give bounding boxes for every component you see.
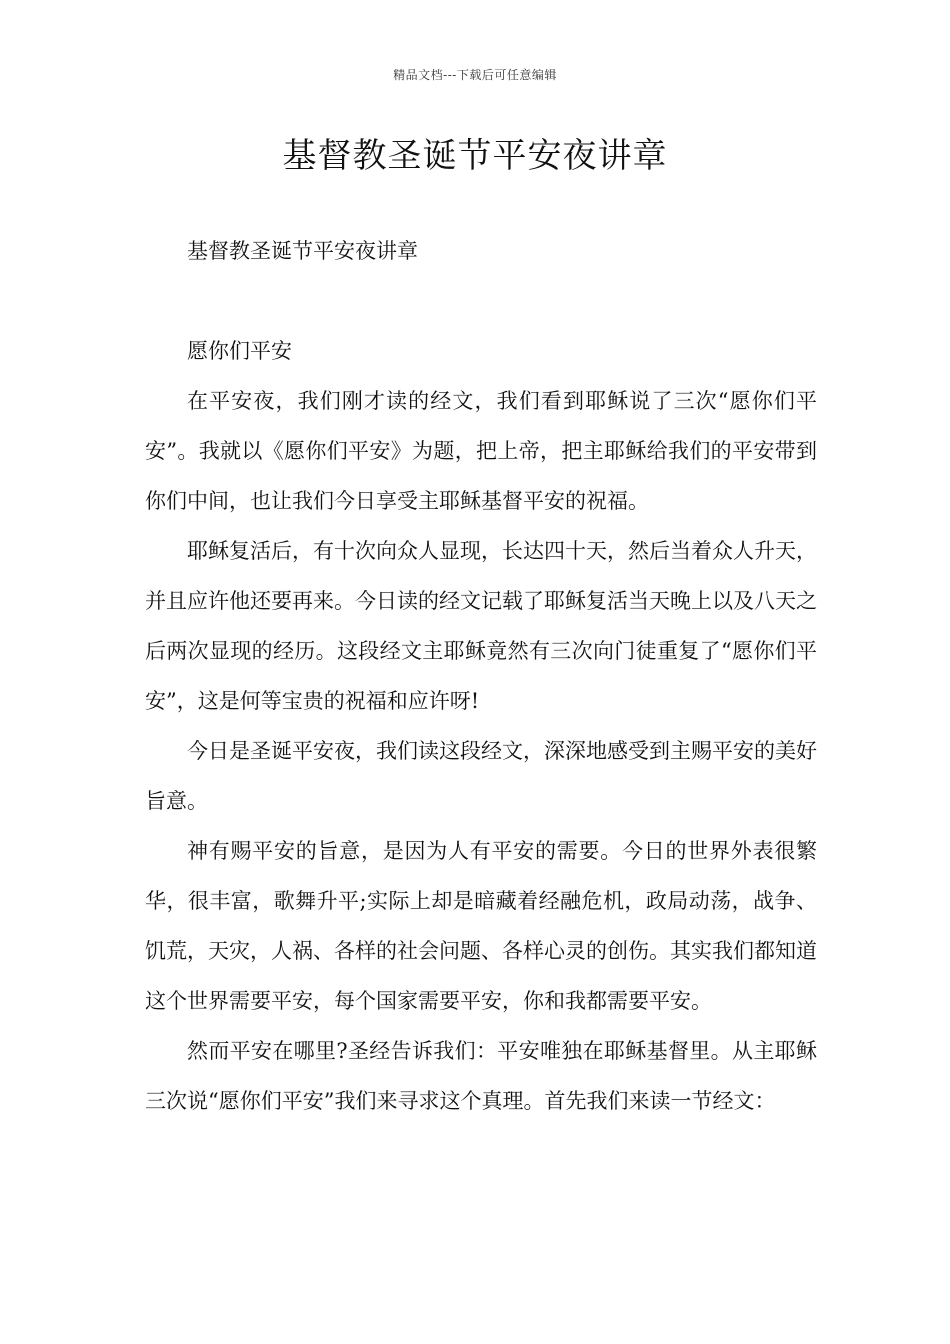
body-paragraph: 然而平安在哪里?圣经告诉我们：平安唯独在耶稣基督里。从主耶稣三次说“愿你们平安”我们来寻求这个真理。首先我们来读一节经文： <box>145 1039 817 1113</box>
header-note: 精品文档---下载后可任意编辑 <box>393 68 557 82</box>
body-paragraph: 今日是圣诞平安夜，我们读这段经文，深深地感受到主赐平安的美好旨意。 <box>145 739 817 813</box>
subtitle-paragraph: 基督教圣诞节平安夜讲章 <box>187 239 418 263</box>
body-paragraph: 耶稣复活后，有十次向众人显现，长达四十天，然后当着众人升天，并且应许他还要再来。今日读的经文记载了耶稣复活当天晚上以及八天之后两次显现的经历。这段经文主耶稣竟然有三次向门徒重复了“愿你们平安”，这是何等宝贵的祝福和应许呀! <box>145 539 817 713</box>
section-heading: 愿你们平安 <box>187 339 292 363</box>
document-body <box>145 226 817 1126</box>
document-title: 基督教圣诞节平安夜讲章 <box>282 136 668 176</box>
body-paragraph: 在平安夜，我们刚才读的经文，我们看到耶稣说了三次“愿你们平安”。我就以《愿你们平安》为题，把上帝，把主耶稣给我们的平安带到你们中间，也让我们今日享受主耶稣基督平安的祝福。 <box>145 389 817 513</box>
body-paragraph: 神有赐平安的旨意，是因为人有平安的需要。今日的世界外表很繁华，很丰富，歌舞升平;实际上却是暗藏着经融危机，政局动荡，战争、饥荒，天灾，人祸、各样的社会问题、各样心灵的创伤。其实我们都知道这个世界需要平安，每个国家需要平安，你和我都需要平安。 <box>145 839 817 1013</box>
